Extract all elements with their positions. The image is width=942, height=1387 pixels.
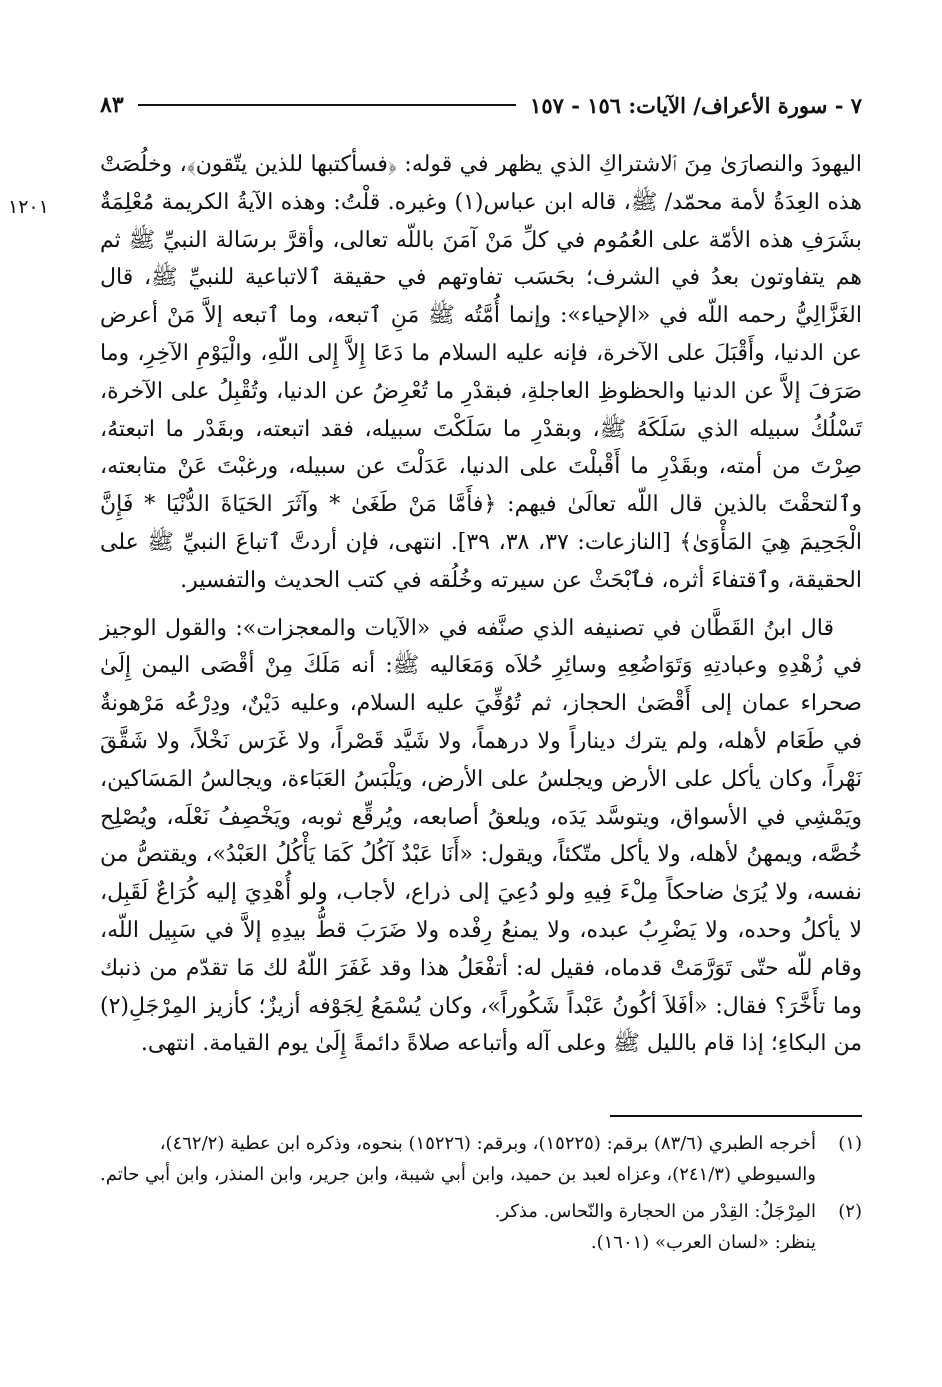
header-title: ٧ - سورة الأعراف/ الآيات: ١٥٦ - ١٥٧ — [530, 92, 862, 118]
margin-reference: ١٢٠١ — [8, 196, 49, 218]
footnote-2 — [100, 1196, 862, 1258]
paragraph-1: اليهودَ والنصارَىٰ مِنَ ٱلاشتراكِ الذي يظهر في قوله: ﴿فسأكتبها للذين يتّقون﴾، وخلُصَتْ هذه العِدَةُ لأمة محمّد/ ﷺ، قاله ابن عباس(١) وغيره. قلْتُ: وهذه الآيةُ الكريمة مُعْلِمَةٌ بشَرَفِ هذه الأمّة على العُمُوم في كلِّ مَنْ آمَنَ باللّه تعالى، وأقرَّ برسَالة النبيِّ ﷺ ثم هم يتفاوتون بعدُ في الشرف؛ بحَسَب تفاوتهم في حقيقة ٱلاتباعية للنبيِّ ﷺ، قال الغَزَّالِيُّ رحمه اللّه في «الإحياء»: وإنما أُمَّتُه ﷺ مَنِ ٱتبعه، وما ٱتبعه إلاَّ مَنْ أعرض عن الدنيا، وأَقْبَلَ على الآخرة، فإنه عليه السلام ما دَعَا إِلاَّ إِلى اللّهِ، والْيَوْمِ الآخِرِ، وما صَرَفَ إلاَّ عن الدنيا والحظوظِ العاجلةِ، فبقدْرِ ما تُعْرِضُ عن الدنيا، وتُقْبِلُ على الآخرة، تَسْلُكُ سبيله الذي سَلَكَهُ ﷺ، وبقدْرِ ما سَلَكْتَ سبيله، فقد اتبعته، وبقَدْر ما اتبعتهُ، صِرْتَ من أمته، وبقَدْرِ ما أَقْبلْتَ على الدنيا، عَدَلْتَ عن سبيله، ورغبْتَ عَنْ متابعته، وٱلتحقْتَ بالذين قال اللّه تعالَىٰ فيهم: ﴿فأَمَّا مَنْ طَغَىٰ * وآثَرَ الحَيَاةَ الدُّنْيَا * فَإِنَّ الْجَحِيمَ هِيَ المَأْوَىٰ﴾ [النازعات: ٣٧، ٣٨، ٣٩]. انتهى، فإن أردتَّ ٱتباعَ النبيِّ ﷺ على الحقيقة، وٱقتفاءَ أثره، فٱبْحَثْ عن سيرته وخُلُقه في كتب الحديث والتفسير. — [100, 152, 863, 593]
footnote-1 — [100, 1128, 862, 1190]
footnote-text: أخرجه الطبري (٨٣/٦) برقم: (١٥٢٢٥)، وبرقم: (١٥٢٢٦) بنحوه، وذكره ابن عطية (٤٦٢/٢)، والسيوطي (٢٤١/٣)، وعزاه لعبد بن حميد، وابن أبي شيبة، وابن جرير، وابن المنذر، وابن أبي حاتم. — [100, 1133, 816, 1185]
footnote-text: المِرْجَلُ: القِدْر من الحجارة والنّحاس. مذكر. — [494, 1201, 816, 1222]
footnotes — [100, 1128, 862, 1264]
running-header — [100, 88, 862, 122]
footnote-separator — [610, 1115, 862, 1117]
footnote-number: (٢) — [838, 1201, 862, 1222]
header-rule — [138, 104, 516, 106]
paragraph-2: قال ابنُ القَطَّان في تصنيفه الذي صنَّفه في «الآيات والمعجزات»: والقول الوجيز في زُهْدِهِ وعبادتِهِ وَتَوَاضُعِهِ وسائِرِ حُلاَه وَمَعَاليه ﷺ: أنه مَلَكَ مِنْ أقْصَى اليمن إِلَىٰ صحراء عمان إلى أَقْصَىٰ الحجاز، ثم تُوُفِّيَ عليه السلام، وعليه دَيْنٌ، ودِرْعُه مَرْهونةٌ في طَعَام لأهله، ولم يترك ديناراً ولا درهماً، ولا شَيَّد قَصْراً، ولا غَرَس نَخْلاً، ولا شَقَّقَ نَهْراً، وكان يأكل على الأرض ويجلسُ على الأرض، ويَلْبَسُ العَبَاءة، ويجالسُ المَسَاكين، ويَمْشِي في الأسواق، ويتوسَّد يَدَه، ويلعقُ أصابعه، ويُرقِّع ثوبه، ويَخْصِفُ نَعْلَه، ويُصْلِح خُصَّه، ويمهنُ لأهله، ولا يأكل متّكئاً، ويقول: «أَنَا عَبْدٌ آكُلُ كَمَا يَأْكُلُ العَبْدُ»، ويقتصُّ من نفسه، ولا يُرَىٰ ضاحكاً مِلْءَ فِيهِ ولو دُعِيَ إلى ذراع، لأجاب، ولو أُهْدِيَ إليه كُرَاعٌ لَقَبِل، لا يأكلُ وحده، ولا يَضْرِبُ عبده، ولا يمنعُ رِفْده ولا ضَرَبَ قطُّ بيدِهِ إلاَّ في سَبِيل اللّه، وقام للّه حتّى تَوَرَّمَتْ قدماه، فقيل له: أتفْعَلُ هذا وقد غَفَرَ اللّهُ لك مَا تقدّم من ذنبك وما تأَخَّرَ؟ فقال: «أفَلاَ أكُونُ عَبْداً شَكُوراً»، وكان يُسْمَعُ لِجَوْفه أزيزٌ؛ كأزيز المِرْجَلِ(٢) من البكاءِ؛ إذا قام بالليل ﷺ وعلى آله وأتباعه صلاةً دائمةً إِلَىٰ يوم القيامة. انتهى. — [100, 615, 862, 1057]
footnote-body — [100, 1196, 816, 1258]
footnote-reference: ينظر: «لسان العرب» (١٦٠١). — [590, 1232, 816, 1253]
footnote-number: (١) — [838, 1133, 862, 1154]
page-number: ٨٣ — [100, 92, 124, 118]
main-text — [100, 146, 862, 1063]
